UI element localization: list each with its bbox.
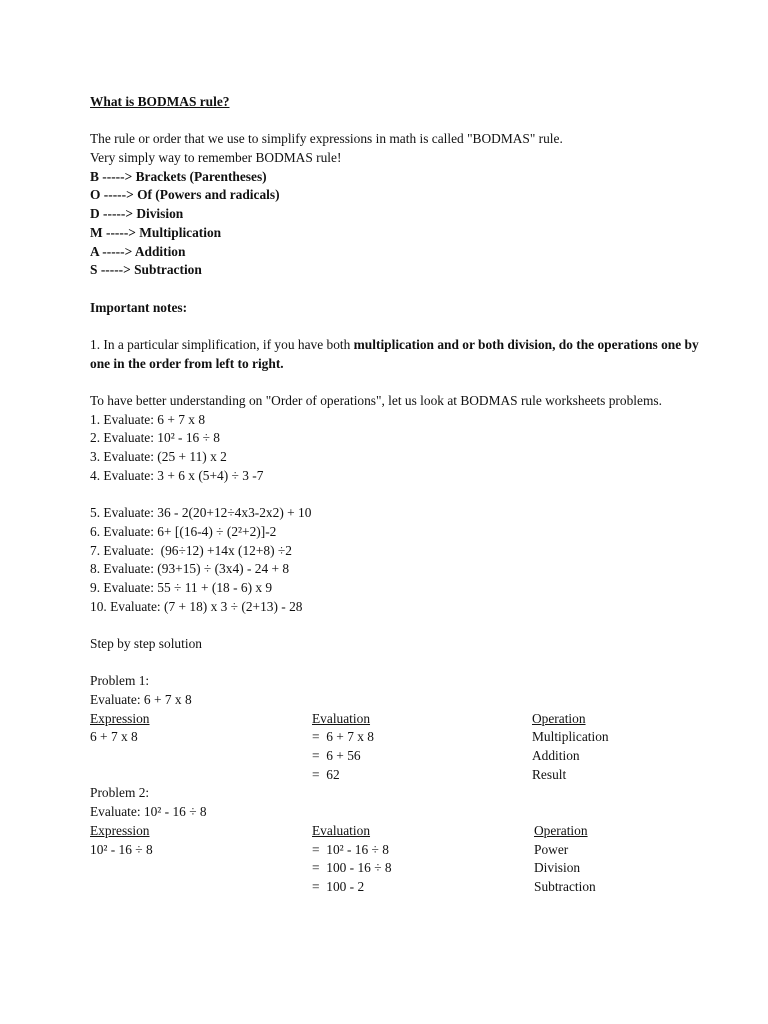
solution-evaluate: Evaluate: 6 + 7 x 8 (90, 692, 192, 708)
bodmas-item (90, 205, 700, 224)
solution-row (90, 841, 700, 860)
bodmas-arrow: -----> (102, 243, 133, 259)
solution-table-header (90, 822, 700, 841)
bodmas-arrow: -----> (106, 224, 136, 240)
bodmas-letter: S (90, 262, 98, 278)
problem-list (90, 504, 700, 616)
intro-line: The rule or order that we use to simplify expressions in math is called "BODMAS" rule. (90, 131, 563, 147)
solution-row (90, 728, 700, 747)
page-title: What is BODMAS rule? (90, 94, 230, 109)
solution-block (90, 672, 700, 784)
spacer (90, 112, 700, 131)
header-evaluation: Evaluation (312, 710, 371, 726)
cell-evaluation: = 10² - 16 ÷ 8 (312, 841, 389, 857)
solution-row (90, 859, 700, 878)
header-expression: Expression (90, 710, 150, 726)
bodmas-item (90, 243, 700, 262)
solution-row (90, 766, 700, 785)
spacer (90, 616, 700, 635)
cell-evaluation: = 62 (312, 766, 340, 782)
cell-evaluation: = 6 + 7 x 8 (312, 729, 374, 745)
problem-item: 8. Evaluate: (93+15) ÷ (3x4) - 24 + 8 (90, 561, 290, 577)
header-operation: Operation (532, 710, 586, 726)
problem-item: 9. Evaluate: 55 ÷ 11 + (18 - 6) x 9 (90, 579, 273, 595)
cell-expression: 6 + 7 x 8 (90, 729, 138, 745)
solution-row (90, 878, 700, 897)
cell-operation: Result (532, 766, 567, 782)
solution-row (90, 747, 700, 766)
cell-evaluation: = 100 - 2 (312, 878, 365, 894)
note-bold: multiplication and or both division, do the operations one by one in the order from left to right. (90, 336, 699, 371)
worksheet-intro: To have better understanding on "Order of operations", let us look at BODMAS rule worksheets problems. (90, 393, 662, 409)
cell-expression: 10² - 16 ÷ 8 (90, 841, 153, 857)
bodmas-letter: M (90, 224, 103, 240)
bodmas-item (90, 261, 700, 280)
problem-list (90, 411, 700, 486)
note-plain: 1. In a particular simplification, if you have both (90, 336, 354, 352)
bodmas-arrow: -----> (100, 262, 131, 278)
bodmas-item (90, 186, 700, 205)
solution-label: Problem 2: (90, 785, 150, 801)
bodmas-meaning: Division (136, 206, 184, 222)
bodmas-letter: D (90, 206, 100, 222)
problem-item: 1. Evaluate: 6 + 7 x 8 (90, 411, 206, 427)
solution-evaluate: Evaluate: 10² - 16 ÷ 8 (90, 804, 207, 820)
bodmas-letter: A (90, 243, 99, 259)
important-note (90, 336, 700, 373)
header-operation: Operation (534, 822, 588, 838)
problem-item: 2. Evaluate: 10² - 16 ÷ 8 (90, 430, 220, 446)
document-content (90, 93, 700, 897)
bodmas-meaning: Multiplication (139, 224, 222, 240)
bodmas-letter: O (90, 187, 101, 203)
cell-evaluation: = 100 - 16 ÷ 8 (312, 860, 392, 876)
bodmas-meaning: Subtraction (134, 262, 202, 278)
cell-operation: Subtraction (534, 878, 596, 894)
problem-item: 6. Evaluate: 6+ [(16-4) ÷ (2²+2)]-2 (90, 523, 277, 539)
important-heading: Important notes: (90, 299, 188, 315)
cell-operation: Power (534, 841, 569, 857)
cell-operation: Addition (532, 748, 580, 764)
intro-line: Very simply way to remember BODMAS rule! (90, 150, 342, 166)
header-expression: Expression (90, 822, 150, 838)
spacer (90, 485, 700, 504)
cell-evaluation: = 6 + 56 (312, 748, 361, 764)
step-heading: Step by step solution (90, 635, 202, 651)
spacer (90, 280, 700, 299)
problem-item: 3. Evaluate: (25 + 11) x 2 (90, 449, 227, 465)
solution-label: Problem 1: (90, 673, 150, 689)
bodmas-arrow: -----> (102, 168, 133, 184)
cell-operation: Multiplication (532, 729, 609, 745)
problem-item: 10. Evaluate: (7 + 18) x 3 ÷ (2+13) - 28 (90, 598, 303, 614)
bodmas-list (90, 168, 700, 280)
bodmas-meaning: Of (Powers and radicals) (137, 187, 280, 203)
problem-item: 7. Evaluate: (96÷12) +14x (12+8) ÷2 (90, 542, 292, 558)
spacer (90, 654, 700, 673)
solution-block (90, 784, 700, 896)
solution-table-header (90, 710, 700, 729)
bodmas-item (90, 168, 700, 187)
bodmas-meaning: Addition (134, 243, 186, 259)
bodmas-item (90, 224, 700, 243)
bodmas-arrow: -----> (103, 187, 134, 203)
problem-item: 4. Evaluate: 3 + 6 x (5+4) ÷ 3 -7 (90, 467, 264, 483)
bodmas-meaning: Brackets (Parentheses) (135, 168, 267, 184)
header-evaluation: Evaluation (312, 822, 371, 838)
bodmas-letter: B (90, 168, 99, 184)
spacer (90, 373, 700, 392)
spacer (90, 317, 700, 336)
bodmas-arrow: -----> (103, 206, 133, 222)
problem-item: 5. Evaluate: 36 - 2(20+12÷4x3-2x2) + 10 (90, 505, 312, 521)
cell-operation: Division (534, 860, 581, 876)
